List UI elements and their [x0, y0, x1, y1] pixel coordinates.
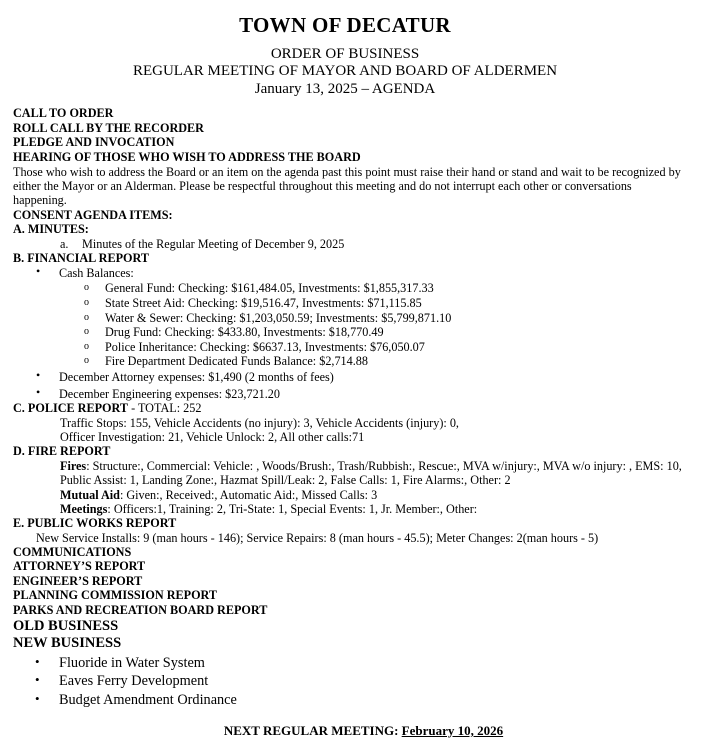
- hearing-text-1: Those who wish to address the Board or an item on the agenda past this point must raise their hand or stand and wait to be recognized by: [13, 165, 681, 179]
- hearing-heading: HEARING OF THOSE WHO WISH TO ADDRESS THE BOARD: [13, 150, 361, 164]
- attorney-report-heading: ATTORNEY’S REPORT: [13, 559, 146, 573]
- police-heading-line: [13, 401, 201, 415]
- police-line-1: Traffic Stops: 155, Vehicle Accidents (no injury): 3, Vehicle Accidents (injury): 0,: [60, 416, 459, 430]
- fire-mutual-line: [60, 488, 377, 502]
- circle-bullet-icon: o: [84, 282, 89, 293]
- bullet-icon: •: [35, 672, 40, 687]
- order-of-business: ORDER OF BUSINESS: [270, 46, 420, 62]
- fire-heading: D. FIRE REPORT: [13, 444, 111, 458]
- fires-text: : Structure:, Commercial: Vehicle: , Woods/Brush:, Trash/Rubbish:, Rescue:, MVA w/injury:, MVA w/o injury: , EMS: 10,: [86, 459, 682, 473]
- next-meeting-date: February 10, 2026: [401, 723, 504, 738]
- public-works-heading: E. PUBLIC WORKS REPORT: [13, 516, 177, 530]
- circle-bullet-icon: o: [84, 297, 89, 308]
- roll-call: ROLL CALL BY THE RECORDER: [13, 121, 204, 135]
- fund-police-inheritance: Police Inheritance: Checking: $6637.13, Investments: $76,050.07: [105, 340, 425, 354]
- meeting-title: REGULAR MEETING OF MAYOR AND BOARD OF ALDERMEN: [132, 63, 558, 79]
- fund-general: General Fund: Checking: $161,484.05, Investments: $1,855,317.33: [105, 281, 434, 295]
- fire-fires-line: [60, 459, 682, 473]
- next-meeting-label: NEXT REGULAR MEETING:: [223, 723, 402, 738]
- minutes-item: Minutes of the Regular Meeting of December 9, 2025: [82, 237, 345, 251]
- engineering-expenses: December Engineering expenses: $23,721.20: [59, 387, 280, 401]
- police-line-2: Officer Investigation: 21, Vehicle Unlock: 2, All other calls:71: [60, 430, 365, 444]
- meetings-label: Meetings: [60, 502, 108, 516]
- hearing-text-2: either the Mayor or an Alderman. Please be respectful throughout this meeting and do not interrupt each other or conversations: [13, 179, 632, 193]
- new-business-item: Eaves Ferry Development: [59, 673, 209, 689]
- police-heading: C. POLICE REPORT: [13, 401, 129, 415]
- mutual-aid-label: Mutual Aid: [60, 488, 120, 502]
- circle-bullet-icon: o: [84, 312, 89, 323]
- engineer-report-heading: ENGINEER’S REPORT: [13, 574, 143, 588]
- circle-bullet-icon: o: [84, 341, 89, 352]
- new-business-item: Budget Amendment Ordinance: [59, 692, 237, 708]
- fire-fires-line-2: Public Assist: 1, Landing Zone:, Hazmat Spill/Leak: 2, False Calls: 1, Fire Alarms:, Other: 2: [60, 473, 511, 487]
- fund-water-sewer: Water & Sewer: Checking: $1,203,050.59; Investments: $5,799,871.10: [105, 311, 452, 325]
- financial-heading: B. FINANCIAL REPORT: [13, 251, 150, 265]
- parks-report-heading: PARKS AND RECREATION BOARD REPORT: [13, 603, 268, 617]
- circle-bullet-icon: o: [84, 355, 89, 366]
- agenda-date: January 13, 2025 – AGENDA: [254, 81, 436, 97]
- consent-heading: CONSENT AGENDA ITEMS:: [13, 208, 173, 222]
- fund-state-street: State Street Aid: Checking: $19,516.47, Investments: $71,115.85: [105, 296, 422, 310]
- bullet-icon: •: [36, 264, 41, 278]
- attorney-expenses: December Attorney expenses: $1,490 (2 months of fees): [59, 370, 334, 384]
- minutes-marker: a.: [60, 237, 69, 251]
- fund-fire-dept: Fire Department Dedicated Funds Balance: $2,714.88: [105, 354, 368, 368]
- circle-bullet-icon: o: [84, 326, 89, 337]
- pledge: PLEDGE AND INVOCATION: [13, 135, 175, 149]
- fires-label: Fires: [60, 459, 87, 473]
- old-business-heading: OLD BUSINESS: [13, 618, 119, 634]
- next-meeting: [0, 723, 727, 739]
- call-to-order: CALL TO ORDER: [13, 106, 114, 120]
- mutual-aid-text: : Given:, Received:, Automatic Aid:, Missed Calls: 3: [119, 488, 378, 502]
- minutes-heading: A. MINUTES:: [13, 222, 89, 236]
- hearing-text-3: happening.: [13, 193, 67, 207]
- new-business-item: Fluoride in Water System: [59, 655, 205, 671]
- bullet-icon: •: [36, 368, 41, 382]
- bullet-icon: •: [36, 385, 41, 399]
- town-title: TOWN OF DECATUR: [239, 13, 451, 37]
- cash-balances: Cash Balances:: [59, 266, 134, 280]
- fund-drug: Drug Fund: Checking: $433.80, Investments: $18,770.49: [105, 325, 384, 339]
- new-business-heading: NEW BUSINESS: [13, 635, 122, 651]
- bullet-icon: •: [35, 691, 40, 706]
- communications-heading: COMMUNICATIONS: [13, 545, 132, 559]
- public-works-text: New Service Installs: 9 (man hours - 146); Service Repairs: 8 (man hours - 45.5); Meter Changes: 2(man hours - 5): [36, 531, 599, 545]
- police-total: - TOTAL: 252: [128, 401, 202, 415]
- fire-meetings-line: [60, 502, 477, 516]
- planning-report-heading: PLANNING COMMISSION REPORT: [13, 588, 218, 602]
- meetings-text: : Officers:1, Training: 2, Tri-State: 1, Special Events: 1, Jr. Member:, Other:: [107, 502, 478, 516]
- bullet-icon: •: [35, 654, 40, 669]
